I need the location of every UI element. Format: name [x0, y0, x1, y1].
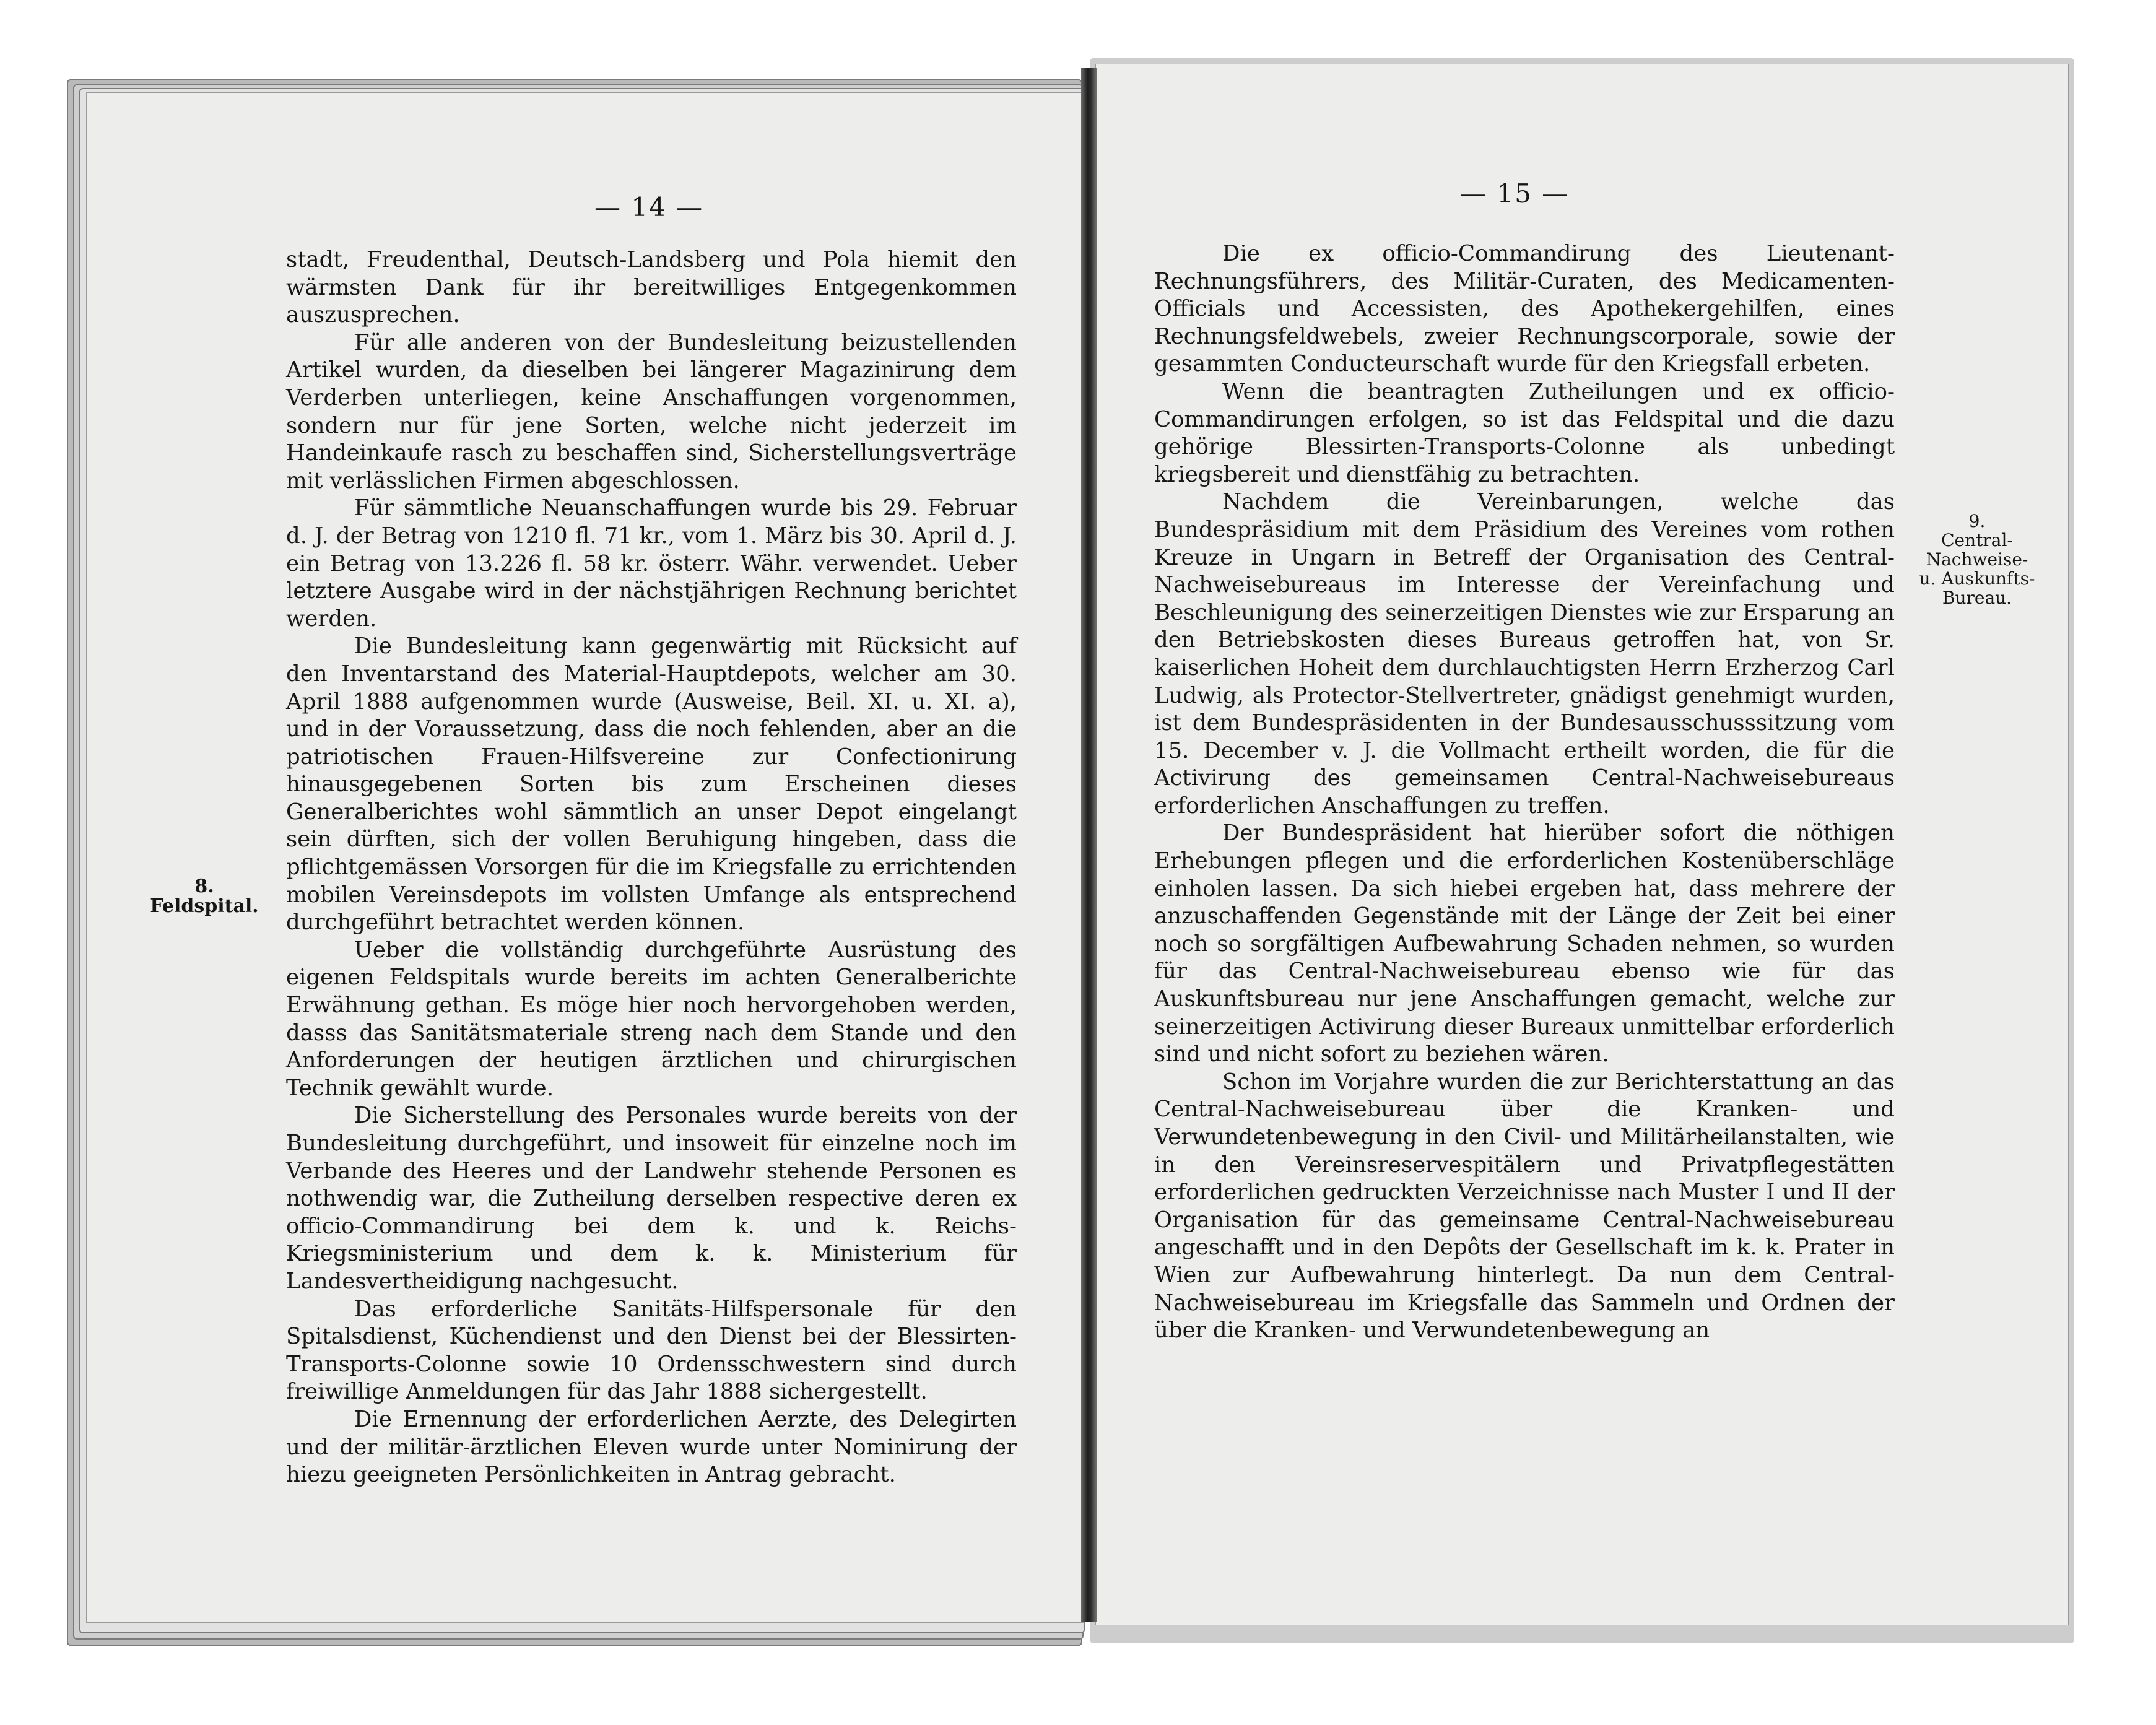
paragraph: Für sämmtliche Neuanschaffungen wurde bis 29. Februar d. J. der Betrag von 1210 fl. 71 kr., vom 1. März bis 30. April d. J. ein Betrag von 13.226 fl. 58 kr. österr. Währ. verwendet. Ueber letztere Ausgabe wird in der nächstjährigen Rechnung berichtet werden.: [286, 495, 1017, 632]
side-heading-number: 9.: [1968, 511, 1986, 531]
paragraph: Für alle anderen von der Bundesleitung beizustellenden Artikel wurden, da dieselben bei längerer Magazinirung dem Verderben unterliegen, keine Anschaffungen vorgenommen, sondern nur für jene Sorten, welche nicht jederzeit im Handeinkaufe rasch zu beschaffen sind, Sicherstellungsverträge mit verlässlichen Firmen abgeschlossen.: [286, 329, 1017, 493]
paragraph: Ueber die vollständig durchgeführte Ausrüstung des eigenen Feldspitals wurde bereits im achten Generalberichte Erwähnung gethan. Es möge hier noch hervorgehoben werden, dasss das Sanitätsmateriale streng nach dem Stande und den Anforderungen der heutigen ärztlichen und chirurgischen Technik gewählt wurde.: [286, 937, 1017, 1101]
paragraph: Die ex officio-Commandirung des Lieutenant-Rechnungsführers, des Militär-Curaten, des Medicamenten-Officials und Accessisten, des Apothekergehilfen, eines Rechnungsfeldwebels, zweier Rechnungscorporale, sowie der gesammten Conducteurschaft wurde für den Kriegsfall erbeten.: [1154, 241, 1895, 377]
paragraph: Die Ernennung der erforderlichen Aerzte, des Delegirten und der militär-ärztlichen Eleven wurde unter Nominirung der hiezu geeigneten Persönlichkeiten in Antrag gebracht.: [286, 1406, 1017, 1488]
side-heading-feldspital: [149, 877, 260, 916]
paragraph: Schon im Vorjahre wurden die zur Berichterstattung an das Central-Nachweisebureau über die Kranken- und Verwundetenbewegung in den Civil- und Militärheilanstalten, wie in den Vereinsreservespitälern und Privatpflegestätten erforderlichen gedruckten Verzeichnisse nach Muster I und II der Organisation für das gemeinsame Central-Nachweisebureau angeschafft und in den Depôts der Gesellschaft im k. k. Prater in Wien zur Aufbewahrung hinterlegt. Da nun dem Central-Nachweisebureau im Kriegsfalle das Sammeln und Ordnen der über die Kranken- und Verwundetenbewegung an: [1154, 1069, 1895, 1344]
side-heading-line: Bureau.: [1942, 588, 2012, 608]
side-heading-line: u. Auskunfts-: [1919, 568, 2035, 589]
side-heading-number: 8.: [194, 876, 214, 897]
side-heading-title: Feldspital.: [150, 895, 259, 917]
paragraph: Das erforderliche Sanitäts-Hilfspersonale für den Spitalsdienst, Küchendienst und den Dienst bei der Blessirten-Transports-Colonne sowie 10 Ordensschwestern sind durch freiwillige Anmeldungen für das Jahr 1888 sichergestellt.: [286, 1296, 1017, 1405]
paragraph: Die Sicherstellung des Personales wurde bereits von der Bundesleitung durchgeführt, und insoweit für einzelne noch im Verbande des Heeres und der Landwehr stehende Personen es nothwendig war, die Zutheilung derselben respective deren ex officio-Commandirung bei dem k. und k. Reichs-Kriegsministerium und dem k. k. Ministerium für Landesvertheidigung nachgesucht.: [286, 1103, 1017, 1294]
book-gutter: [1081, 68, 1097, 1622]
paragraph: Der Bundespräsident hat hierüber sofort die nöthigen Erhebungen pflegen und die erforderlichen Kostenüberschläge einholen lassen. Da sich hiebei ergeben hat, dass mehrere der anzuschaffenden Gegenstände mit der Länge der Zeit bei einer noch so sorgfältigen Aufbewahrung Schaden nehmen, so wurden für das Central-Nachweisebureau ebenso wie für das Auskunftsbureau nur jene Anschaffungen gemacht, welche zur seinerzeitigen Activirung dieser Bureaux unmittelbar erforderlich sind und nicht sofort zu beziehen wären.: [1154, 820, 1895, 1067]
paragraph: Wenn die beantragten Zutheilungen und ex officio-Commandirungen erfolgen, so ist das Feldspital und die dazu gehörige Blessirten-Transports-Colonne als unbedingt kriegsbereit und dienstfähig zu betrachten.: [1154, 378, 1895, 487]
right-page-text: [1154, 240, 1895, 1345]
side-heading-central-bureau: [1906, 511, 2048, 607]
paragraph: Nachdem die Vereinbarungen, welche das Bundespräsidium mit dem Präsidium des Vereines vom rothen Kreuze in Ungarn in Betreff der Organisation des Central-Nachweisebureaus im Interesse der Vereinfachung und Beschleunigung des seinerzeitigen Dienstes wie zur Ersparung an den Betriebskosten dieses Bureaus getroffen hat, von Sr. kaiserlichen Hoheit dem durchlauchtigsten Herrn Erzherzog Carl Ludwig, als Protector-Stellvertreter, gnädigst genehmigt wurden, ist dem Bundespräsidenten in der Bundesausschusssitzung vom 15. December v. J. die Vollmacht ertheilt worden, die für die Activirung des gemeinsamen Central-Nachweisebureaus erforderlichen Anschaffungen zu treffen.: [1154, 489, 1895, 819]
paragraph: stadt, Freudenthal, Deutsch-Landsberg und Pola hiemit den wärmsten Dank für ihr bereitwilliges Entgegenkommen auszusprechen.: [286, 247, 1017, 328]
left-page-text: [286, 246, 1017, 1489]
side-heading-line: Central-: [1941, 530, 2013, 550]
page-number-right: — 15 —: [1460, 178, 1570, 209]
page-number-left: — 14 —: [594, 192, 704, 222]
side-heading-line: Nachweise-: [1926, 549, 2028, 570]
paragraph: Die Bundesleitung kann gegenwärtig mit Rücksicht auf den Inventarstand des Material-Hauptdepots, welcher am 30. April 1888 aufgenommen wurde (Ausweise, Beil. XI. u. XI. a), und in der Voraussetzung, dass die noch fehlenden, aber an die patriotischen Frauen-Hilfsvereine zur Confectionirung hinausgegebenen Sorten bis zum Erscheinen dieses Generalberichtes wohl sämmtlich an unser Depot eingelangt sein dürften, sich der vollen Beruhigung hingeben, dass die pflichtgemässen Vorsorgen für die im Kriegsfalle zu errichtenden mobilen Vereinsdepots im vollsten Umfange als entsprechend durchgeführt betrachtet werden können.: [286, 633, 1017, 936]
